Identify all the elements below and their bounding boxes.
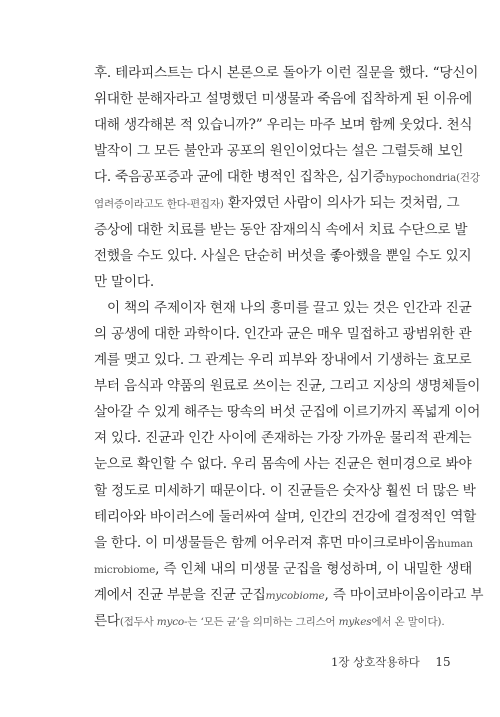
text-line <box>94 556 473 582</box>
text-line <box>94 190 460 216</box>
text-line <box>94 321 472 347</box>
paragraph-2 <box>94 295 484 634</box>
text-line <box>94 399 481 425</box>
text-segment: 증상에 대한 치료를 받는 동안 잠재의식 속에서 치료 수단으로 발 <box>94 221 468 238</box>
page-number: 15 <box>435 655 451 669</box>
text-segment: , 즉 인체 내의 미생물 군집을 형성하며, 이 내밀한 생태 <box>155 560 473 577</box>
text-line <box>94 347 472 373</box>
text-segment: 할 정도로 미세하기 때문이다. 이 진균들은 숫자상 훨씬 더 많은 박 <box>94 482 476 499</box>
text-segment: hypochondria(건강 <box>385 172 480 185</box>
text-segment: 환자였던 사람이 의사가 되는 것처럼, 그 <box>223 195 460 212</box>
text-line <box>94 60 479 86</box>
text-segment: 져 있다. 진균과 인간 사이에 존재하는 가장 가까운 물리적 관계는 <box>94 430 472 447</box>
paragraph-1 <box>94 60 480 295</box>
text-line <box>94 86 472 112</box>
text-segment: 눈으로 확인할 수 없다. 우리 몸속에 사는 진균은 현미경으로 봐야 <box>94 456 472 473</box>
text-segment: mykes <box>338 615 372 628</box>
text-segment: (접두사 <box>119 615 157 628</box>
text-line <box>94 243 472 269</box>
text-segment: 대해 생각해본 적 있습니까?” 우리는 마주 보며 함께 웃었다. 천식 <box>94 117 473 134</box>
text-segment: human <box>437 537 473 550</box>
text-line <box>94 295 472 321</box>
running-footer-chapter: 1장 상호작용하다 <box>331 655 420 669</box>
text-segment: 후. 테라피스트는 다시 본론으로 돌아가 이런 질문을 했다. “당신이 <box>94 65 479 81</box>
text-segment: myco- <box>156 615 188 628</box>
text-segment: 살아갈 수 있게 해주는 땅속의 버섯 군집에 이르기까지 폭넓게 이어 <box>94 404 481 421</box>
text-segment: , 즉 마이코바이옴이라고 부 <box>324 586 484 603</box>
text-line <box>94 373 481 399</box>
text-segment: 다. 죽음공포증과 균에 대한 병적인 집착은, 심기증 <box>94 169 386 186</box>
text-segment: 전했을 수도 있다. 사실은 단순히 버섯을 좋아했을 뿐일 수도 있지 <box>94 247 472 264</box>
text-segment: 이 책의 주제이자 현재 나의 흥미를 끌고 있는 것은 인간과 진균 <box>107 299 472 316</box>
text-segment: 계를 맺고 있다. 그 관계는 우리 피부와 장내에서 기생하는 효모로 <box>94 352 472 369</box>
text-line <box>94 425 472 451</box>
text-line <box>94 138 464 164</box>
page-footer <box>331 654 451 670</box>
text-line <box>94 269 436 295</box>
text-line <box>94 504 477 530</box>
text-line <box>94 530 473 556</box>
text-line <box>94 112 473 138</box>
text-line <box>94 451 472 477</box>
text-segment: 염려증이라고도 한다-편집자) <box>94 198 224 211</box>
text-segment: 테리아와 바이러스에 둘러싸여 살며, 인간의 건강에 결정적인 역할 <box>94 508 477 525</box>
text-segment: 만 말이다. <box>94 273 154 290</box>
text-segment: 는 ‘모든 균’을 의미하는 그리스어 <box>187 615 339 628</box>
text-segment: 른다 <box>94 612 120 629</box>
text-line <box>94 217 468 243</box>
text-segment: 발작이 그 모든 불안과 공포의 원인이었다는 설은 그럴듯해 보인 <box>94 143 464 160</box>
text-line <box>94 608 445 634</box>
text-segment: 부터 음식과 약품의 원료로 쓰이는 진균, 그리고 지상의 생명체들이 <box>94 378 481 395</box>
text-segment: 을 한다. 이 미생물들은 함께 어우러져 휴먼 마이크로바이옴 <box>94 534 438 551</box>
text-line <box>94 164 480 190</box>
text-segment: 계에서 진균 부분을 진균 군집 <box>94 586 266 603</box>
text-line <box>94 582 484 608</box>
text-segment: 의 공생에 대한 과학이다. 인간과 균은 매우 밀접하고 광범위한 관 <box>94 325 472 342</box>
text-line <box>94 478 476 504</box>
body-text <box>94 60 484 634</box>
text-segment: microbiome <box>94 563 156 576</box>
text-segment: mycobiome <box>265 589 325 602</box>
text-segment: 에서 온 말이다). <box>371 615 445 628</box>
text-segment: 위대한 분해자라고 설명했던 미생물과 죽음에 집착하게 된 이유에 <box>94 91 472 108</box>
